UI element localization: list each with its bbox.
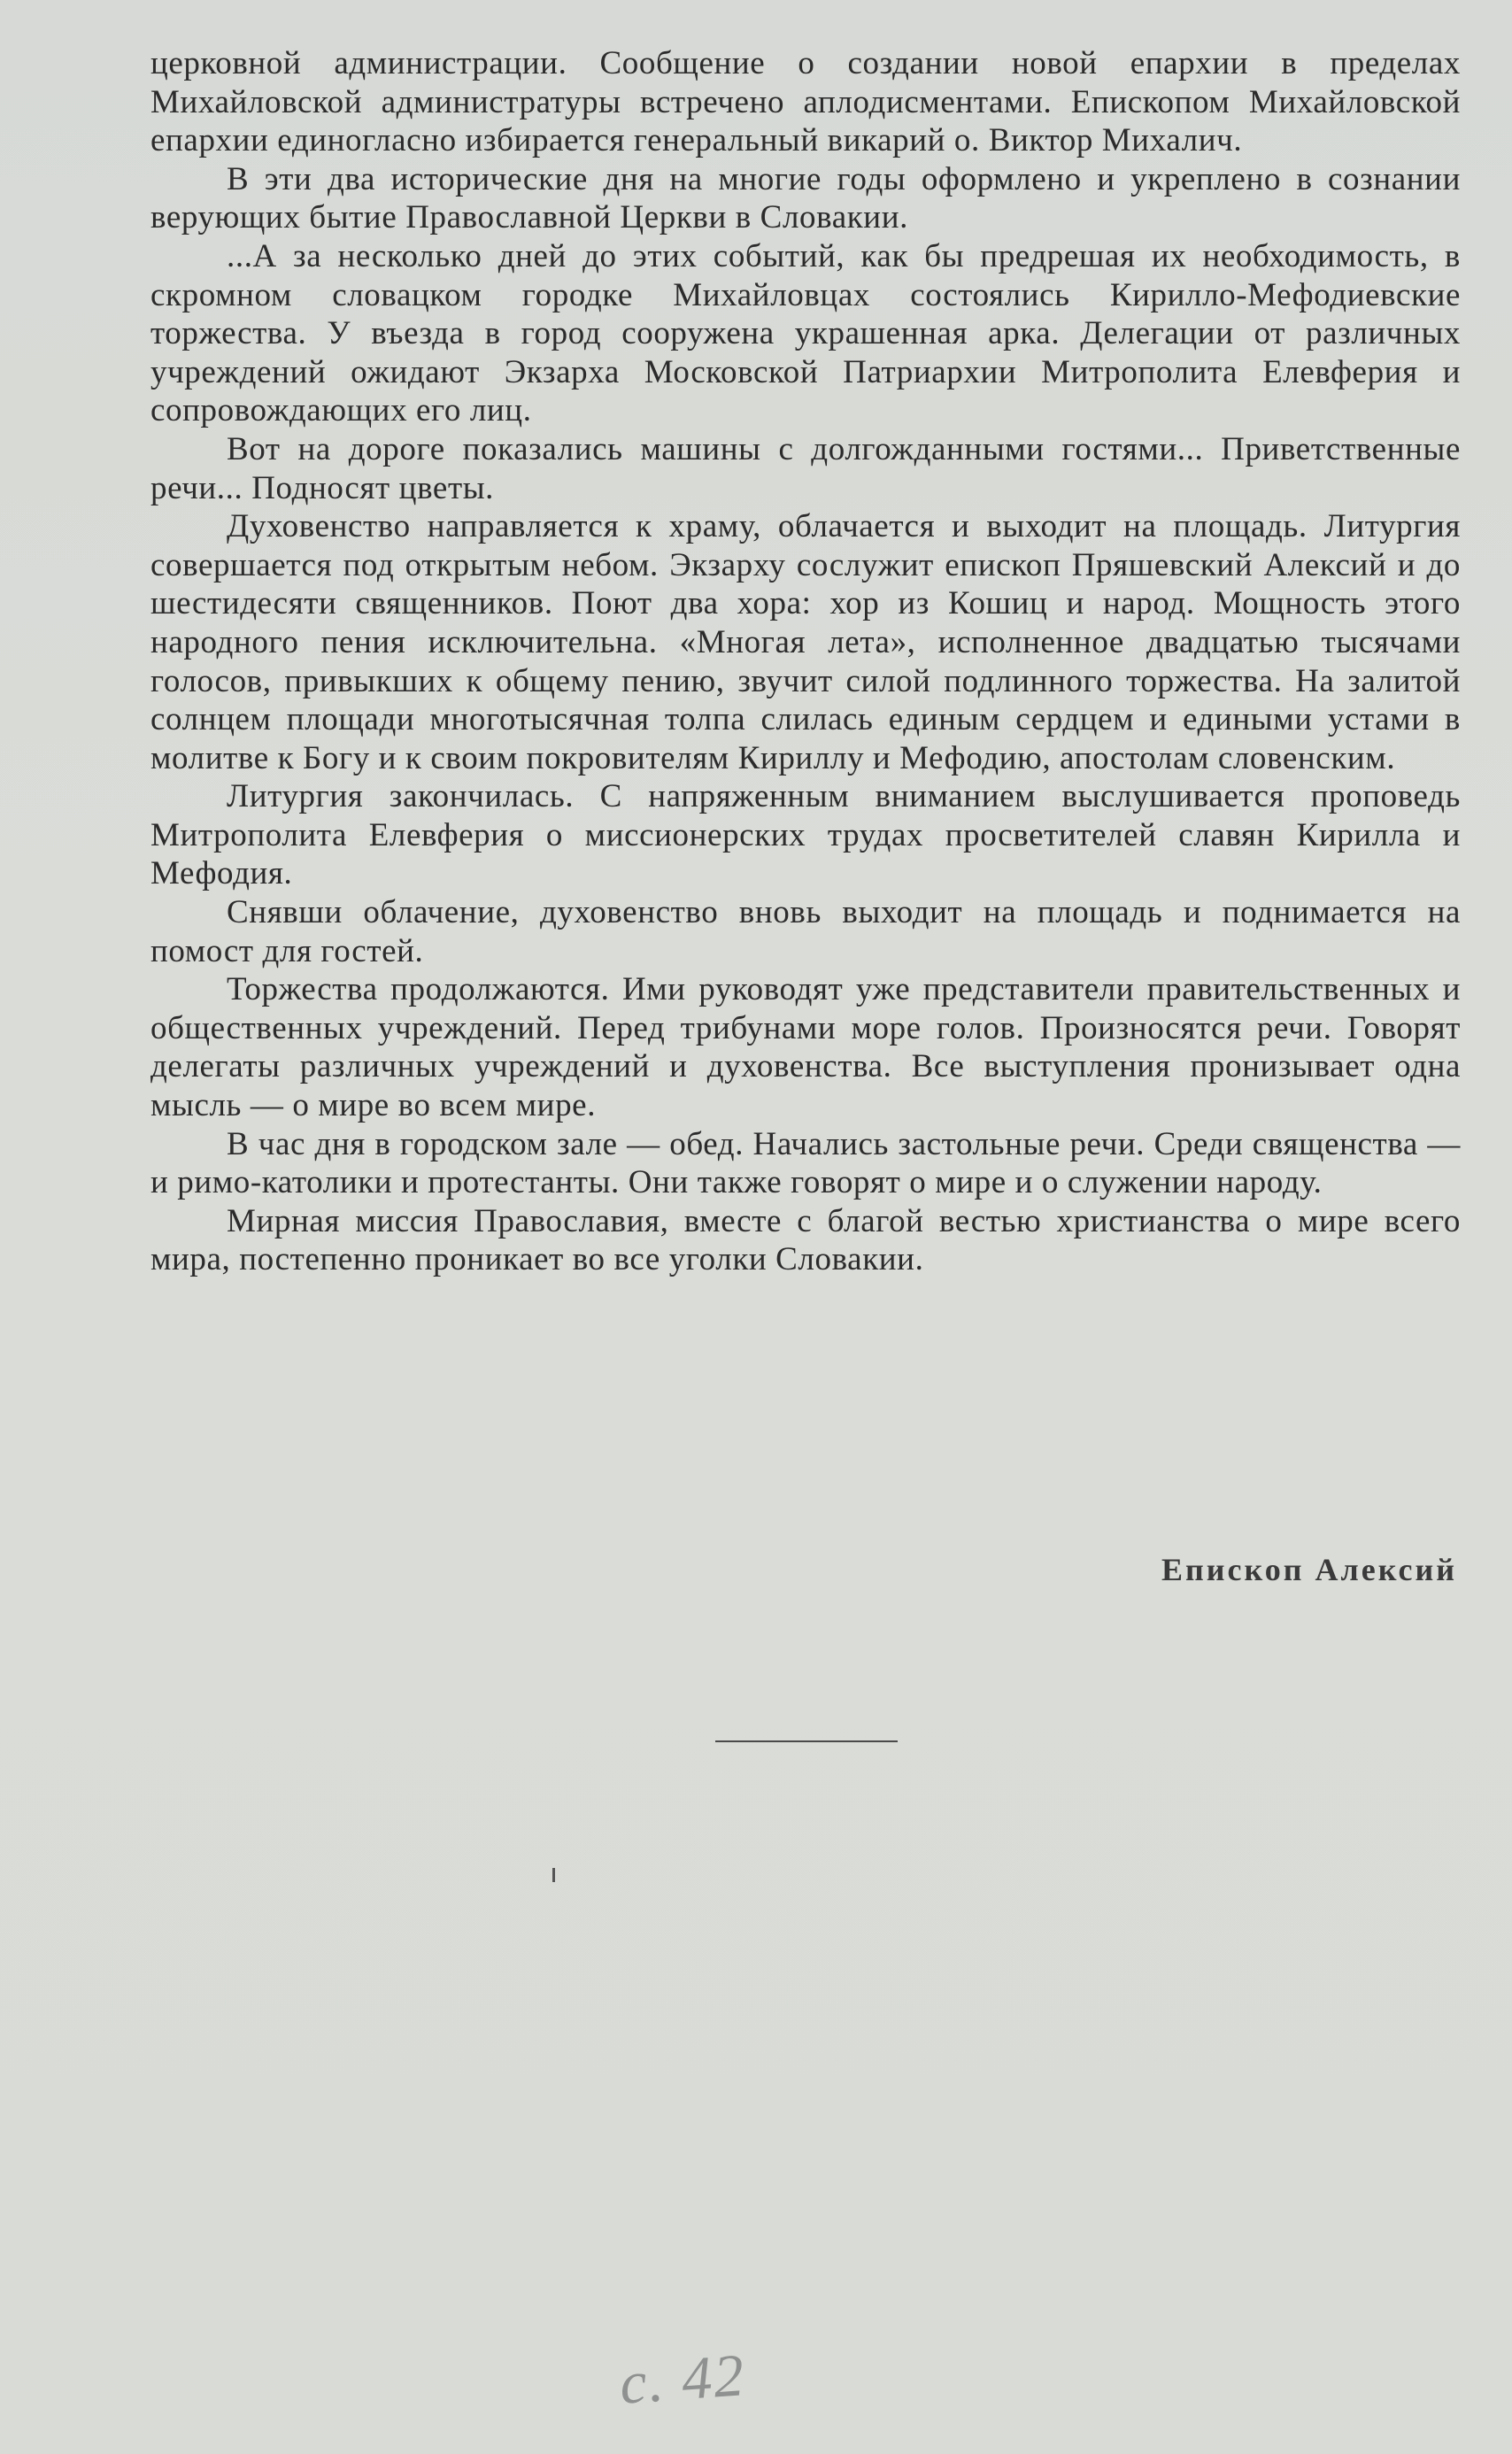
paragraph: ...А за несколько дней до этих событий, как бы предрешая их необходимость, в скромном словацком городке Михайловцах состоялись Кирилло-Мефодиевские торжества. У въезда в город сооружена украшенная арка. Делегации от различных учреждений ожидают Экзарха Московской Патриархии Митрополита Елевферия и сопровождающих его лиц.	[150, 237, 1461, 429]
paragraph: Снявши облачение, духовенство вновь выходит на площадь и поднимается на помост для гостей.	[150, 894, 1461, 969]
handwritten-page-number: с. 42	[617, 2341, 748, 2417]
section-divider	[715, 1740, 898, 1742]
article-body	[150, 44, 1461, 1279]
paragraph-continuation: церковной администрации. Сообщение о создании новой епархии в пределах Михайловской администратуры встречено аплодисментами. Епископом Михайловской епархии единогласно избирается генеральный викарий о. Виктор Михалич.	[150, 45, 1461, 159]
print-speck	[552, 1868, 555, 1882]
paragraph: Вот на дороге показались машины с долгожданными гостями... Приветственные речи... Подносят цветы.	[150, 430, 1461, 506]
paragraph: Торжества продолжаются. Ими руководят уже представители правительственных и общественных учреждений. Перед трибунами море голов. Произносятся речи. Говорят делегаты различных учреждений и духовенства. Все выступления пронизывает одна мысль — о мире во всем мире.	[150, 971, 1461, 1124]
author-signature: Епископ Алексий	[1161, 1552, 1457, 1587]
paragraph: Мирная миссия Православия, вместе с благой вестью христианства о мире всего мира, постепенно проникает во все уголки Словакии.	[150, 1202, 1461, 1278]
paragraph: Духовенство направляется к храму, облачается и выходит на площадь. Литургия совершается под открытым небом. Экзарху сослужит епископ Пряшевский Алексий и до шестидесяти священников. Поют два хора: хор из Кошиц и народ. Мощность этого народного пения исключительна. «Многая лета», исполненное двадцатью тысячами голосов, привыкших к общему пению, звучит силой подлинного торжества. На залитой солнцем площади многотысячная толпа слилась единым сердцем и едиными устами в молитве к Богу и к своим покровителям Кириллу и Мефодию, апостолам словенским.	[150, 508, 1461, 776]
paragraph: Литургия закончилась. С напряженным вниманием выслушивается проповедь Митрополита Елевферия о миссионерских трудах просветителей славян Кирилла и Мефодия.	[150, 778, 1461, 892]
paragraph: В час дня в городском зале — обед. Начались застольные речи. Среди священства — и римо-католики и протестанты. Они также говорят о мире и о служении народу.	[150, 1125, 1461, 1201]
paragraph: В эти два исторические дня на многие годы оформлено и укреплено в сознании верующих бытие Православной Церкви в Словакии.	[150, 160, 1461, 236]
